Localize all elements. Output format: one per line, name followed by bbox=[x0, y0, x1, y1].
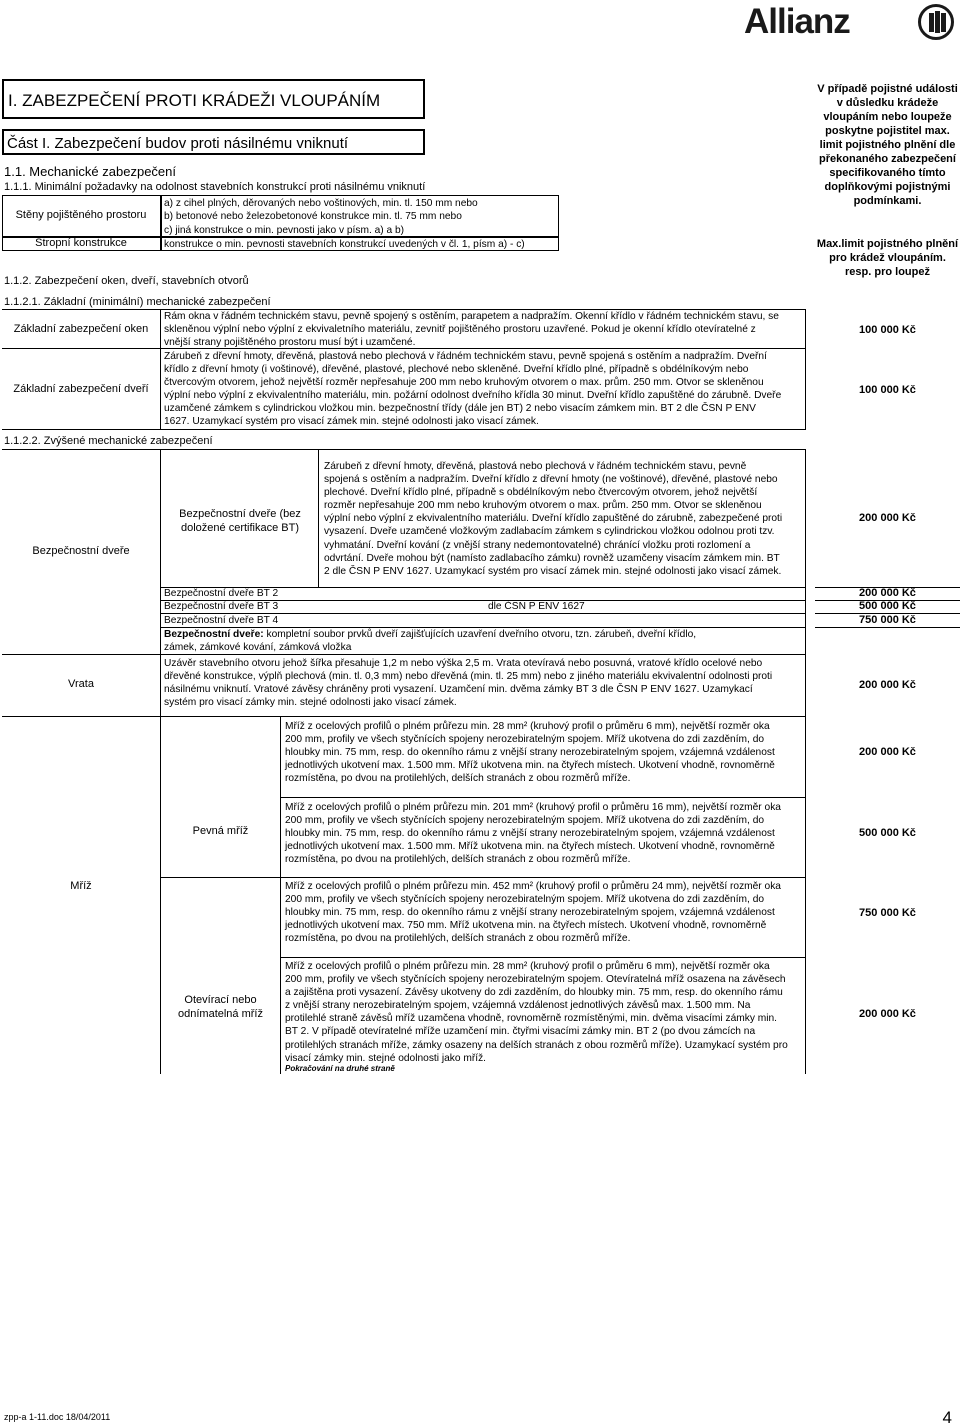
secdoor-sub-label: Bezpečnostní dveře (bez doložené certifikace BT) bbox=[179, 508, 301, 534]
grille-row2-rule bbox=[161, 877, 806, 878]
bt3-name: Bezpečnostní dveře BT 3 bbox=[164, 601, 279, 612]
basic-door-label: Základní zabezpečení dveří bbox=[13, 383, 149, 395]
bt3-limit: 500 000 Kč bbox=[859, 600, 916, 612]
title-box bbox=[2, 79, 425, 119]
allianz-logo bbox=[744, 2, 954, 44]
grille-fixed-label: Pevná mříž bbox=[192, 825, 249, 837]
grille-row-2-limit: 500 000 Kč bbox=[859, 827, 916, 839]
limit-rule-4 bbox=[815, 627, 960, 628]
bt-norm: dle ČSN P ENV 1627 bbox=[488, 601, 585, 612]
section-1-1-2: 1.1.2. Zabezpečení oken, dveří, stavebních otvorů bbox=[4, 275, 249, 287]
enh-right-rule bbox=[805, 449, 806, 1074]
grille-open-label: Otevírací nebo odnímatelná mříž bbox=[178, 994, 263, 1020]
walls-a: a) z cihel plných, děrovaných nebo voštinových, min. tl. 150 mm nebo bbox=[164, 198, 478, 209]
part-box bbox=[2, 129, 425, 155]
grille-row-4-text: Mříž z ocelových profilů o plném průřezu min. 28 mm² (kruhový profil o průměru 6 mm), největší rozměr oka 200 mm, profily ve všech styčnících spojeny nerozebiratelným spojem. Otevíratelná mříž osazena na závěsech a zajištěna proti vysazení. Závěsy ukotveny do zdi zazděním, do hloubky min. 75 mm, resp. do okenního rámu z vnější strany nerozebiratelným spojem, vzájemná vzdálenost jednotlivých závěsů max. 1.500 mm. Na protilehlé straně závěsů mříž uzamčena vhodně, rovnoměrně rozmístěnými, min. dvěma visacími zámky min. BT 2. V případě otevíratelné mříže uzamčení min. čtyřmi visacími zámky min. BT 2 (po dvou zámcích na protilehlých stranách mříže, zámky osazeny na delších stranách z obou rozměrů mříže). Uzamykací systém pro visací zámky min. stejné odolnosti jako mříž. bbox=[285, 961, 788, 1064]
grille-row-1-limit: 200 000 Kč bbox=[859, 746, 916, 758]
ceiling-text: konstrukce o min. pevnosti stavebních konstrukcí uvedených v čl. 1, písm a) - c) bbox=[164, 239, 525, 250]
enh-col1-rule bbox=[160, 449, 161, 1074]
secdoor-limit: 200 000 Kč bbox=[859, 512, 916, 524]
secdoor-text: Zárubeň z dřevní hmoty, dřevěná, plastová nebo plechová v řádném technickém stavu, pevně spojená s ostěním a nadpražím. Dveřní křídlo z dřevní hmoty (ne voštinové), dřevěné, plastové nebo plechové. Dveřní křídlo plné, případně s obdélníkovým nebo čtvercovým otvorem, jehož největší rozměr nepřesahuje 200 mm nebo kruhovým otvorem o max. prům. 250 mm. Otvor se skleněnou výplní nebo výplní z ekvivalentního materiálu. Dveřní křídlo zapuštěné do zárubně, zabezpečené proti vysazení. Dveře uzamčené vložkovým zadlabacím zámkem s cylindrickou vložkou odolnou proti tzv. vyhmatání. Dveřní kování (z vnější strany nedemontovatelné) chránící vložku proti rozlomení a odvrtání. Dveře mohou být (namísto zadlabacího zámku) rovněž uzamčeny visacím zámkem min. BT 2 dle ČSN P ENV 1627. Uzamykací systém pro visací zámek min. stejné odolnosti jako visací zámek. bbox=[324, 461, 783, 577]
page-title: I. ZABEZPEČENÍ PROTI KRÁDEŽI VLOUPÁNÍM bbox=[8, 91, 381, 110]
basic-window-limit: 100 000 Kč bbox=[859, 324, 916, 336]
grille-row1-rule bbox=[281, 797, 806, 798]
side-note: V případě pojistné události v důsledku krádeže vloupáním nebo loupeže poskytne pojistitel max. limit pojistného plnění dle překonaného zabezpečení specifikovaného tímto doplňkovými pojistnými podmínkami. bbox=[817, 83, 958, 207]
continuation-note: Pokračování na druhé straně bbox=[285, 1064, 395, 1073]
gate-limit: 200 000 Kč bbox=[859, 679, 916, 691]
basic-divider bbox=[160, 309, 161, 430]
part-title: Část I. Zabezpečení budov proti násilnému vniknutí bbox=[7, 135, 349, 152]
secdoor-label: Bezpečnostní dveře bbox=[32, 545, 130, 557]
grille-row-3-limit: 750 000 Kč bbox=[859, 907, 916, 919]
basic-door-limit: 100 000 Kč bbox=[859, 384, 916, 396]
ceiling-label: Stropní konstrukce bbox=[35, 237, 127, 249]
bt4-name: Bezpečnostní dveře BT 4 bbox=[164, 615, 279, 626]
basic-right-rule bbox=[805, 309, 806, 430]
section-1-1-2-2: 1.1.2.2. Zvýšené mechanické zabezpečení bbox=[4, 435, 213, 447]
gate-label: Vrata bbox=[68, 678, 94, 690]
allianz-eagle-icon bbox=[918, 4, 954, 40]
bt4-limit: 750 000 Kč bbox=[859, 614, 916, 626]
basic-door-text: Zárubeň z dřevní hmoty, dřevěná, plastová nebo plechová v řádném technickém stavu, pevně spojená s ostěním a nadpražím. Dveřní křídlo z dřevní hmoty (i voštinové), dřevěné, plastové, plechové nebo skleněné. Dveřní křídlo plné, případně s obdélníkovým nebo čtvercovým otvorem, jehož největší rozměr nepřesahuje 200 mm nebo kruhovým otvorem o max. prům. 250 mm. Otvor se skleněnou výplní nebo výplní z ekvivalentního materiálu, min. požární odolnost dveřního křídla 30 minut. Dveřní křídlo zapuštěné do zárubně. Dveře uzamčené zámkem s cylindrickou vložkou min. bezpečnostní třídy (dále jen BT) 2 nebo visacím zámkem min. BT 2 dle ČSN P ENV 1627. Uzamykací systém pro visací zámek min. stejné odolnosti jako visací zámek. bbox=[164, 351, 782, 428]
footer-doc: zpp-a 1-11.doc 18/04/2011 bbox=[4, 1412, 111, 1422]
walls-c: c) jiná konstrukce o min. pevnosti jako v písm. a) a b) bbox=[164, 225, 405, 236]
side-max-limit: Max.limit pojistného plnění pro krádež vloupáním. resp. pro loupež bbox=[816, 238, 959, 278]
grille-row-4-limit: 200 000 Kč bbox=[859, 1008, 916, 1020]
page-number: 4 bbox=[942, 1408, 952, 1427]
grille-row-1-text: Mříž z ocelových profilů o plném průřezu min. 28 mm² (kruhový profil o průměru 6 mm), největší rozměr oka 200 mm, profily ve všech styčnících spojeny nerozebiratelným spojem. Mříž ukotvena do zdi zazděním, do hloubky min. 75 mm, resp. do okenního rámu z vnější strany nerozebiratelným spojem, vzájemná vzdálenost jednotlivých ukotvení max. 1.500 mm. Mříž ukotvena min. na čtyřech místech. Ukotvení vhodně, rovnoměrně rozmístěna, po dvou na protilehlých, delších stranách z obou rozměrů mříže. bbox=[285, 721, 775, 785]
bt2-name: Bezpečnostní dveře BT 2 bbox=[164, 588, 279, 599]
section-1-1-2-1: 1.1.2.1. Základní (minimální) mechanické zabezpečení bbox=[4, 296, 271, 308]
secdoor-sub-rule bbox=[318, 449, 319, 587]
enh-top-rule bbox=[2, 449, 806, 450]
section-1-1: 1.1. Mechanické zabezpečení bbox=[4, 164, 176, 179]
walls-divider bbox=[160, 195, 162, 251]
grille-row3-rule bbox=[281, 957, 806, 958]
walls-b: b) betonové nebo železobetonové konstrukce min. tl. 75 mm nebo bbox=[164, 211, 462, 222]
basic-window-label: Základní zabezpečení oken bbox=[13, 323, 149, 335]
logo-wordmark: Allianz bbox=[744, 2, 850, 41]
secdoor-definition: Bezpečnostní dveře: kompletní soubor prvků dveří zajišťujících uzavření dveřního otvoru, tzn. zárubeň, dveřní křídlo, zámek, zámkové kování, zámková vložka bbox=[164, 629, 697, 654]
basic-bottom-rule bbox=[2, 429, 806, 430]
section-1-1-1: 1.1.1. Minimální požadavky na odolnost stavebních konstrukcí proti násilnému vniknutí bbox=[4, 181, 426, 193]
grille-row-2-text: Mříž z ocelových profilů o plném průřezu min. 201 mm² (kruhový profil o průměru 16 mm), největší rozměr oka 200 mm, profily ve všech styčnících spojeny nerozebiratelným spojem. Mříž ukotvena do zdi zazděním, do hloubky min. 75 mm, resp. do okenního rámu z vnější strany nerozebiratelným spojem, vzájemná vzdálenost jednotlivých ukotvení max. 1.500 mm. Mříž ukotvena min. na čtyřech místech. Ukotvení vhodně, rovnoměrně rozmístěna, po dvou na protilehlých, delších stranách z obou rozměrů mříže. bbox=[285, 802, 781, 866]
gate-text: Uzávěr stavebního otvoru jehož šířka přesahuje 1,2 m nebo výška 2,5 m. Vrata otevíravá nebo posuvná, vratové křídlo ocelové nebo dřevěné konstrukce, výplň plechová (min. tl. 0,3 mm) nebo dřevěná (min. tl. 25 mm) nebo z jiného materiálu ekvivalentní odolnosti proti násilnému vniknutí. Vratové závěsy chráněny proti vysazení. Uzamčení min. dvěma zámky BT 3 dle ČSN P ENV 1627. Uzamykací systém pro visací zámky min. stejné odolnosti jako visací zámek. bbox=[164, 658, 773, 709]
grille-row-3-text: Mříž z ocelových profilů o plném průřezu min. 452 mm² (kruhový profil o průměru 24 mm), největší rozměr oka 200 mm, profily ve všech styčnících spojeny nerozebiratelným spojem. Mříž ukotvena do zdi zazděním, do hloubky min. 75 mm, resp. do okenního rámu z vnější strany nerozebiratelným spojem, vzájemná vzdálenost jednotlivých ukotvení max. 750 mm. Mříž ukotvena min. na čtyřech místech. Ukotvení vhodně, rovnoměrně rozmístěna, po dvou na protilehlých, delších stranách z obou rozměrů mříže. bbox=[285, 881, 781, 945]
grille-label: Mříž bbox=[70, 880, 92, 892]
gate-bottom-rule bbox=[2, 716, 806, 717]
bt2-limit: 200 000 Kč bbox=[859, 587, 916, 599]
grille-col2-rule bbox=[280, 716, 281, 1074]
walls-label: Stěny pojištěného prostoru bbox=[15, 209, 147, 221]
basic-window-text: Rám okna v řádném technickém stavu, pevně spojený s ostěním, parapetem a nadpražím. Okenní křídlo v řádném technickém stavu, se skleněnou výplní nebo výplní z ekvivaletního materiálu, zevnitř pojištěného prostoru uzavřené. Pokud je okenní křídlo otevíratelné z vnější strany pojištěného prostoru musí být i uzamčené. bbox=[164, 311, 779, 349]
